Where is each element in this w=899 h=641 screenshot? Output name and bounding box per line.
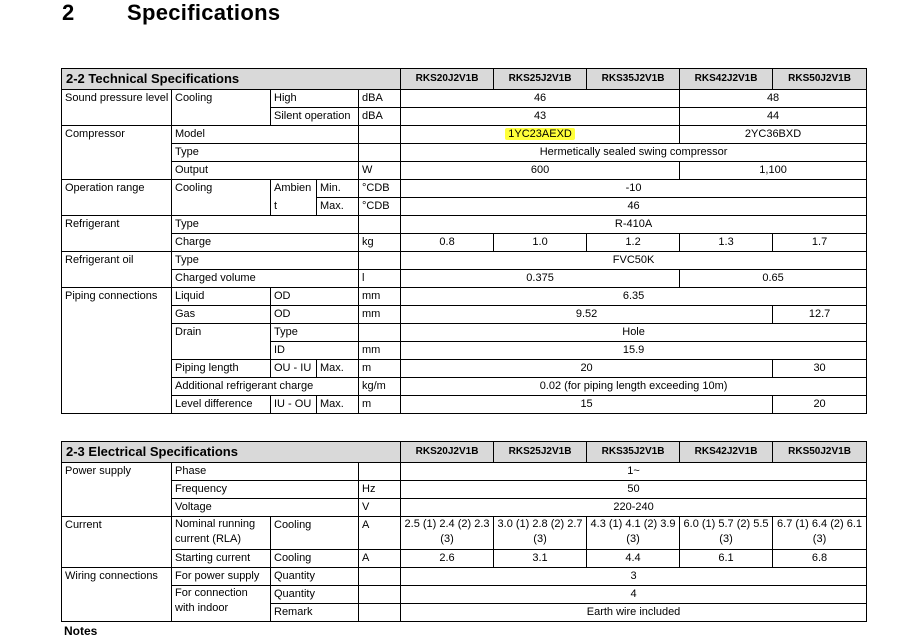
model-header: RKS25J2V1B [494,69,587,90]
unit-cell: kg [359,234,401,252]
model-header: RKS50J2V1B [773,69,867,90]
model-header: RKS50J2V1B [773,442,867,463]
value-cell: 20 [401,360,773,378]
table-row [62,463,867,481]
sub-label: Additional refrigerant charge [172,378,359,396]
value-cell: 2.6 [401,550,494,568]
unit-cell: dBA [359,108,401,126]
electrical-specifications-table [61,441,867,622]
sub-label: Silent operation [271,108,359,126]
table-row [62,481,867,499]
sub-label: Cooling [172,180,271,216]
unit-cell: °CDB [359,198,401,216]
sub-label: Liquid [172,288,271,306]
value-cell: 12.7 [773,306,867,324]
value-cell: 6.8 [773,550,867,568]
sub-label: Max. [317,360,359,378]
elec-title: 2-3 Electrical Specifications [62,442,401,463]
sub-label: Type [172,252,359,270]
sub-label: Quantity [271,568,359,586]
unit-cell: Hz [359,481,401,499]
sub-label: Type [172,216,359,234]
table-row [62,216,867,234]
model-header: RKS20J2V1B [401,69,494,90]
unit-cell: mm [359,306,401,324]
sub-label: For power supply [172,568,271,586]
row-label-refrigerant: Refrigerant [62,216,172,252]
value-cell: 46 [401,90,680,108]
tech-title: 2-2 Technical Specifications [62,69,401,90]
value-cell: Hole [401,324,867,342]
unit-cell: A [359,517,401,550]
highlighted-model: 1YC23AEXD [505,128,575,140]
unit-cell: A [359,550,401,568]
unit-cell [359,568,401,586]
value-cell: 0.375 [401,270,680,288]
unit-cell: W [359,162,401,180]
value-cell: 4.3 (1) 4.1 (2) 3.9 (3) [587,517,680,550]
table-row [62,162,867,180]
value-cell: 44 [680,108,867,126]
sub-label: Phase [172,463,359,481]
sub-label: OD [271,288,359,306]
notes-heading: Notes [64,624,98,638]
value-cell: 20 [773,396,867,414]
value-cell: 1.2 [587,234,680,252]
unit-cell: l [359,270,401,288]
value-cell: 9.52 [401,306,773,324]
sub-label: Cooling [172,90,271,126]
model-header: RKS35J2V1B [587,442,680,463]
table-row [62,517,867,550]
value-cell: 4.4 [587,550,680,568]
table-row [62,550,867,568]
unit-cell [359,216,401,234]
sub-label: OD [271,306,359,324]
sub-label: Type [271,324,359,342]
value-cell: R-410A [401,216,867,234]
value-cell: 0.02 (for piping length exceeding 10m) [401,378,867,396]
sub-label: Type [172,144,359,162]
sub-label: OU - IU [271,360,317,378]
value-cell: 6.7 (1) 6.4 (2) 6.1 (3) [773,517,867,550]
sub-label: Frequency [172,481,359,499]
value-cell: Hermetically sealed swing compressor [401,144,867,162]
sub-label: Quantity [271,586,359,604]
sub-label: Cooling [271,517,359,550]
unit-cell: m [359,360,401,378]
row-label-piping: Piping connections [62,288,172,414]
sub-label: Min. [317,180,359,198]
table-row [62,180,867,198]
unit-cell [359,144,401,162]
sub-label: ID [271,342,359,360]
model-header: RKS35J2V1B [587,69,680,90]
value-cell: 48 [680,90,867,108]
value-cell: 6.1 [680,550,773,568]
sub-label: Level difference [172,396,271,414]
section-number: 2 [62,0,75,25]
unit-cell: V [359,499,401,517]
table-row [62,568,867,586]
table-row [62,126,867,144]
sub-label: Remark [271,604,359,622]
value-cell: 1.3 [680,234,773,252]
row-label-power-supply: Power supply [62,463,172,517]
sub-label: Nominal running current (RLA) [172,517,271,550]
row-label-refrigerant-oil: Refrigerant oil [62,252,172,288]
sub-label: For connection with indoor [172,586,271,622]
value-cell: 6.35 [401,288,867,306]
value-cell: 1,100 [680,162,867,180]
row-label-operation-range: Operation range [62,180,172,216]
model-header: RKS25J2V1B [494,442,587,463]
table-row [62,378,867,396]
value-cell: 0.65 [680,270,867,288]
row-label-current: Current [62,517,172,568]
model-header: RKS42J2V1B [680,69,773,90]
model-header: RKS42J2V1B [680,442,773,463]
unit-cell [359,463,401,481]
table-row [62,306,867,324]
unit-cell: kg/m [359,378,401,396]
table-row [62,586,867,604]
table-row [62,144,867,162]
sub-label: Starting current [172,550,271,568]
sub-label: Max. [317,198,359,216]
table-row [62,396,867,414]
value-cell: 15.9 [401,342,867,360]
sub-label: Voltage [172,499,359,517]
value-cell: 3.1 [494,550,587,568]
unit-cell [359,324,401,342]
sub-label: Charged volume [172,270,359,288]
unit-cell [359,604,401,622]
sub-label: Output [172,162,359,180]
row-label-compressor: Compressor [62,126,172,180]
value-cell: 30 [773,360,867,378]
unit-cell [359,126,401,144]
value-cell: 600 [401,162,680,180]
table-row [62,90,867,108]
unit-cell [359,586,401,604]
sub-label: High [271,90,359,108]
value-cell: FVC50K [401,252,867,270]
section-title: Specifications [127,0,281,25]
table-row [62,288,867,306]
sub-label: Piping length [172,360,271,378]
value-cell: 220-240 [401,499,867,517]
sub-label: Cooling [271,550,359,568]
unit-cell: mm [359,288,401,306]
table-row [62,324,867,342]
sub-label: Gas [172,306,271,324]
row-label-wiring: Wiring connections [62,568,172,622]
value-cell [401,126,680,144]
sub-label: t [271,198,317,216]
value-cell: 1.7 [773,234,867,252]
table-row [62,252,867,270]
value-cell: 1~ [401,463,867,481]
value-cell: 43 [401,108,680,126]
sub-label: Ambien [271,180,317,198]
value-cell: 2YC36BXD [680,126,867,144]
sub-label: Charge [172,234,359,252]
sub-label: Drain [172,324,271,360]
table-row [62,360,867,378]
table-row [62,234,867,252]
value-cell: -10 [401,180,867,198]
unit-cell: m [359,396,401,414]
row-label-sound: Sound pressure level [62,90,172,126]
value-cell: 0.8 [401,234,494,252]
elec-header-row [62,442,867,463]
sub-label: IU - OU [271,396,317,414]
value-cell: 2.5 (1) 2.4 (2) 2.3 (3) [401,517,494,550]
technical-specifications-table [61,68,867,414]
value-cell: 3 [401,568,867,586]
unit-cell: mm [359,342,401,360]
value-cell: 50 [401,481,867,499]
unit-cell: °CDB [359,180,401,198]
unit-cell [359,252,401,270]
value-cell: 4 [401,586,867,604]
tech-header-row [62,69,867,90]
value-cell: 15 [401,396,773,414]
model-header: RKS20J2V1B [401,442,494,463]
value-cell: Earth wire included [401,604,867,622]
value-cell: 6.0 (1) 5.7 (2) 5.5 (3) [680,517,773,550]
value-cell: 1.0 [494,234,587,252]
value-cell: 46 [401,198,867,216]
table-row [62,499,867,517]
unit-cell: dBA [359,90,401,108]
sub-label: Model [172,126,359,144]
sub-label: Max. [317,396,359,414]
value-cell: 3.0 (1) 2.8 (2) 2.7 (3) [494,517,587,550]
table-row [62,270,867,288]
